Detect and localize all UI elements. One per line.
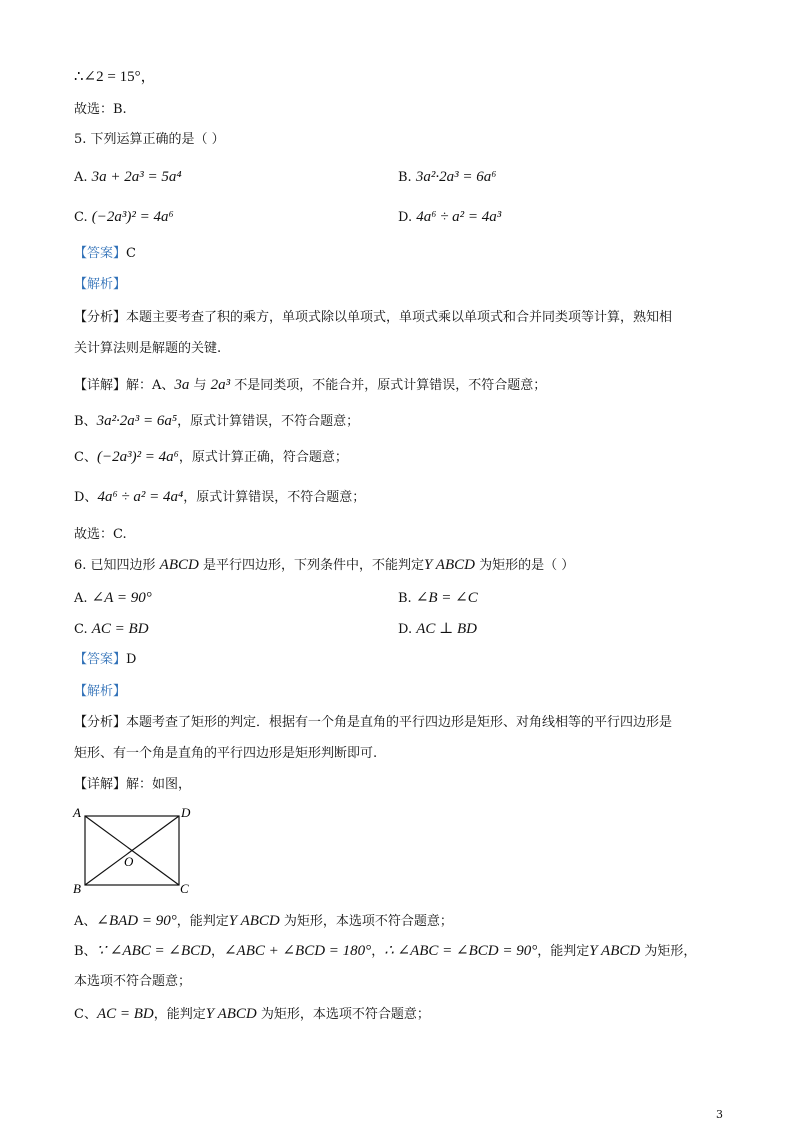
q5-xj-a-m2: 2a³ bbox=[210, 377, 231, 393]
q6-ra-math2: Y ABCD bbox=[228, 913, 280, 929]
q5-xj-a-pre: 解：A、 bbox=[126, 378, 175, 393]
q6-stem-m2: Y ABCD bbox=[423, 557, 475, 573]
q6-fenxi-text1: 本题考查了矩形的判定．根据有一个角是直角的平行四边形是矩形、对角线相等的平行四边形是 bbox=[126, 715, 673, 730]
q6-stem bbox=[74, 556, 574, 575]
q5-fenxi-line2: 关计算法则是解题的关键. bbox=[74, 341, 222, 356]
q6-reason-b-line2: 本选项不符合题意； bbox=[74, 974, 192, 989]
q5-xj-a-m1: 3a bbox=[174, 377, 190, 393]
q6-answer-tag: 【答案】 bbox=[74, 652, 127, 667]
therefore-line: ∴∠2 = 15°， bbox=[74, 69, 156, 85]
vertex-label-b: B bbox=[73, 881, 81, 896]
q5-option-c-label: C. bbox=[74, 210, 88, 225]
q6-option-c-label: C. bbox=[74, 622, 88, 637]
q6-rb-math1: ∵ ∠ABC = ∠BCD bbox=[96, 943, 211, 959]
q6-rc-math2: Y ABCD bbox=[205, 1006, 257, 1022]
q5-option-d-label: D. bbox=[398, 210, 413, 225]
q6-rc-post: 为矩形，本选项不符合题意； bbox=[256, 1007, 430, 1022]
q5-stem: 5. 下列运算正确的是（ ） bbox=[74, 132, 225, 147]
q5-xj-d-pre: D、 bbox=[74, 490, 98, 505]
q5-option-d bbox=[398, 208, 501, 227]
q5-option-c bbox=[74, 208, 174, 227]
q5-xiangjie-tag: 【详解】 bbox=[74, 378, 127, 393]
vertex-label-d: D bbox=[181, 805, 191, 820]
choose-b-line: 故选：B. bbox=[74, 102, 127, 117]
q5-option-a-math: 3a + 2a³ = 5a⁴ bbox=[91, 169, 182, 185]
q6-xiangjie-intro: 解：如图， bbox=[126, 777, 192, 792]
q6-option-b bbox=[398, 589, 478, 608]
q5-xiangjie-c bbox=[74, 448, 348, 467]
q6-ra-post: 为矩形，本选项不符合题意； bbox=[279, 914, 453, 929]
q5-xiangjie-b bbox=[74, 412, 359, 431]
q5-xj-c-math: (−2a³)² = 4a⁶ bbox=[96, 449, 179, 465]
q5-xj-d-post: ，原式计算错误，不符合题意； bbox=[183, 490, 366, 505]
center-label-o: O bbox=[124, 854, 134, 869]
q6-rb-math2: ∠ABC + ∠BCD = 180° bbox=[223, 943, 372, 959]
q6-option-a-math: ∠A = 90° bbox=[91, 590, 152, 606]
q6-rb-post: 为矩形， bbox=[640, 944, 697, 959]
q5-xj-c-pre: C、 bbox=[74, 450, 97, 465]
q6-fenxi-tag: 【分析】 bbox=[74, 715, 127, 730]
q6-jiexi: 【解析】 bbox=[74, 684, 127, 699]
q5-xj-c-post: ，原式计算正确，符合题意； bbox=[178, 450, 348, 465]
q6-answer-value: D bbox=[126, 652, 137, 667]
q6-stem-mid: 是平行四边形，下列条件中，不能判定 bbox=[198, 558, 424, 573]
q6-option-b-math: ∠B = ∠C bbox=[415, 590, 478, 606]
q6-option-c-math: AC = BD bbox=[91, 621, 149, 637]
q6-rb-pre: B、 bbox=[74, 944, 97, 959]
q6-option-b-label: B. bbox=[398, 591, 412, 606]
q6-rb-math4: Y ABCD bbox=[589, 943, 641, 959]
q5-option-b-label: B. bbox=[398, 170, 412, 185]
q6-fenxi-line1 bbox=[74, 714, 672, 732]
q6-option-d bbox=[398, 620, 477, 639]
q6-stem-post: 为矩形的是（ ） bbox=[474, 558, 575, 573]
q6-rc-pre: C、 bbox=[74, 1007, 97, 1022]
q6-option-a-label: A. bbox=[74, 591, 88, 606]
q6-reason-b bbox=[74, 942, 696, 961]
q5-option-a bbox=[74, 168, 182, 187]
page-number: 3 bbox=[716, 1108, 723, 1121]
q6-ra-math: ∠BAD = 90° bbox=[96, 913, 177, 929]
q5-fenxi-tag: 【分析】 bbox=[74, 310, 127, 325]
q5-fenxi-line1 bbox=[74, 309, 672, 327]
q5-option-c-math: (−2a³)² = 4a⁶ bbox=[91, 209, 174, 225]
q5-answer bbox=[74, 245, 136, 263]
q6-rb-sep: ， bbox=[210, 944, 224, 959]
q5-xj-a-post: 不是同类项，不能合并，原式计算错误，不符合题意； bbox=[230, 378, 547, 393]
q5-xj-a-mid: 与 bbox=[189, 378, 211, 393]
q6-stem-m1: ABCD bbox=[159, 557, 199, 573]
q5-answer-tag: 【答案】 bbox=[74, 246, 127, 261]
q6-option-c bbox=[74, 620, 149, 639]
q5-option-d-math: 4a⁶ ÷ a² = 4a³ bbox=[416, 209, 502, 225]
q6-rc-mid: ，能判定 bbox=[153, 1007, 206, 1022]
q5-xj-d-math: 4a⁶ ÷ a² = 4a⁴ bbox=[97, 489, 184, 505]
rectangle-figure bbox=[70, 804, 200, 896]
q6-option-a bbox=[74, 589, 152, 608]
q6-rb-sep2: ， bbox=[371, 944, 385, 959]
q6-rc-math: AC = BD bbox=[96, 1006, 154, 1022]
vertex-label-c: C bbox=[180, 881, 189, 896]
q5-answer-value: C bbox=[126, 246, 136, 261]
q6-ra-pre: A、 bbox=[74, 914, 97, 929]
q5-fenxi-text1: 本题主要考查了积的乘方，单项式除以单项式，单项式乘以单项式和合并同类项等计算，熟知相 bbox=[126, 310, 673, 325]
q5-xj-b-math: 3a²·2a³ = 6a⁵ bbox=[96, 413, 178, 429]
q5-option-b-math: 3a²·2a³ = 6a⁶ bbox=[415, 169, 497, 185]
q6-answer bbox=[74, 651, 136, 669]
q5-option-a-label: A. bbox=[74, 170, 88, 185]
q6-ra-mid: ，能判定 bbox=[176, 914, 229, 929]
q6-rb-math3: ∴ ∠ABC = ∠BCD = 90° bbox=[384, 943, 538, 959]
q6-option-d-label: D. bbox=[398, 622, 413, 637]
q5-xiangjie-a bbox=[74, 376, 546, 395]
q6-reason-c bbox=[74, 1005, 430, 1024]
q5-jiexi: 【解析】 bbox=[74, 277, 127, 292]
q5-option-b bbox=[398, 168, 496, 187]
vertex-label-a: A bbox=[73, 805, 81, 820]
q6-stem-pre: 6. 已知四边形 bbox=[74, 558, 160, 573]
q5-xj-b-pre: B、 bbox=[74, 414, 97, 429]
q6-reason-a bbox=[74, 912, 453, 931]
q6-xiangjie-tag: 【详解】 bbox=[74, 777, 127, 792]
q5-xiangjie-d bbox=[74, 488, 365, 507]
q5-xj-b-post: ，原式计算错误，不符合题意； bbox=[177, 414, 360, 429]
q6-xiangjie-line bbox=[74, 776, 191, 794]
q6-option-d-math: AC ⊥ BD bbox=[416, 621, 478, 637]
q6-fenxi-line2: 矩形、有一个角是直角的平行四边形是矩形判断即可. bbox=[74, 746, 378, 761]
q6-rb-mid: ，能判定 bbox=[537, 944, 590, 959]
q5-choose: 故选：C. bbox=[74, 527, 127, 542]
